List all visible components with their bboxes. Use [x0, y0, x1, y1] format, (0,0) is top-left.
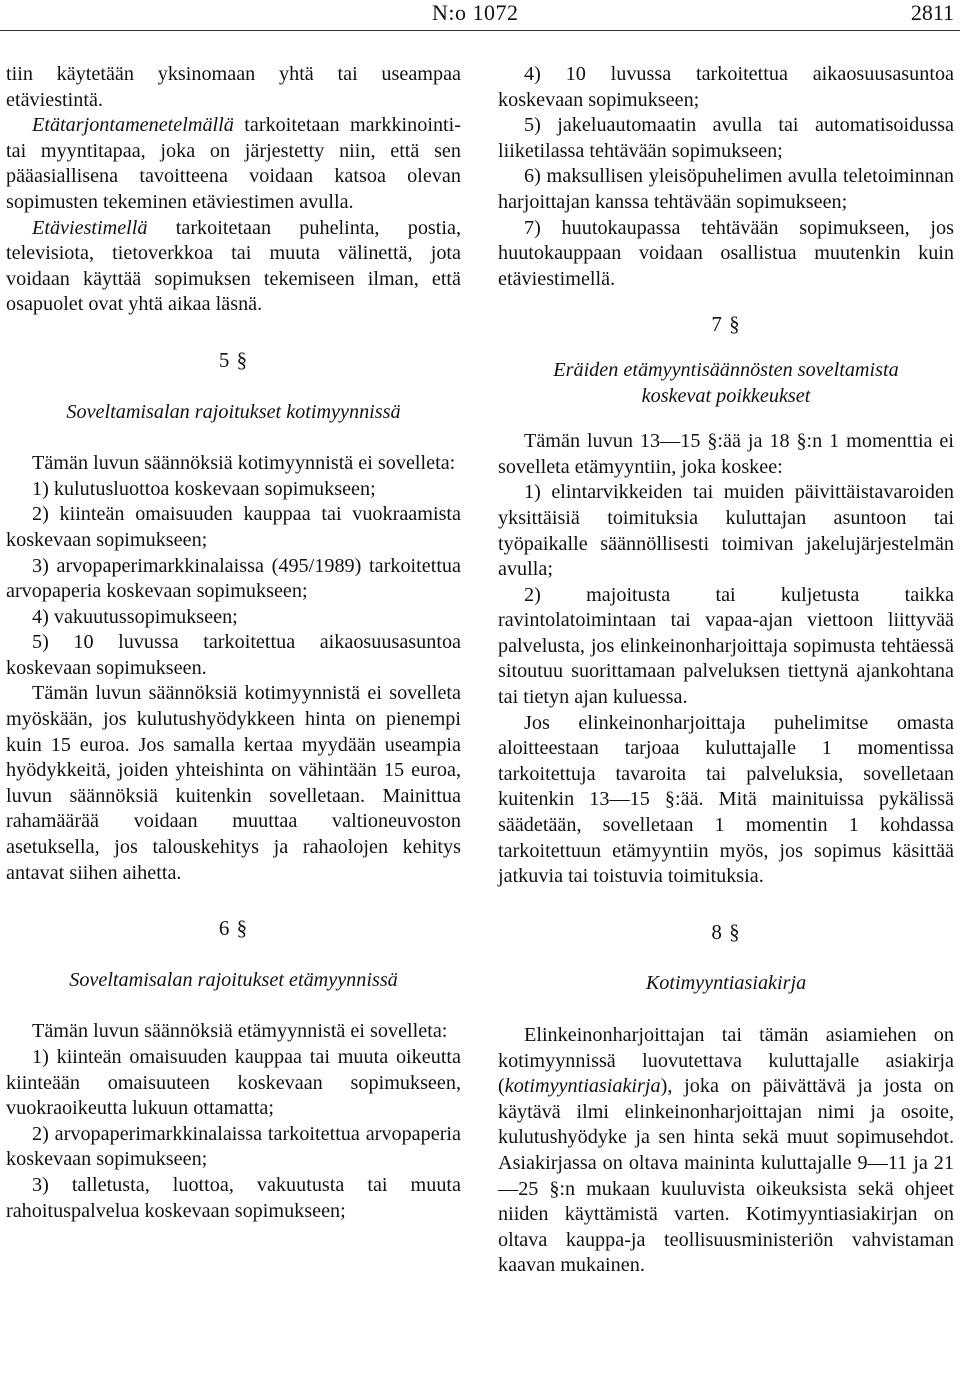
section-7-title-line-1: Eräiden etämyyntisäännösten soveltamista — [553, 358, 899, 381]
section-5-intro: Tämän luvun säännöksiä kotimyynnistä ei sovelleta: — [32, 452, 456, 475]
section-5-number: 5 § — [218, 347, 249, 372]
section-8-title: Kotimyyntiasiakirja — [645, 972, 807, 995]
definition-text: tarkoitetaan puhelinta, postia, televisiota, tietoverkkoa tai muuta välinettä, jota voidaan käyttää sopimuksen tekemiseen ilman, että osapuolet ovat yhtä aikaa läsnä. — [6, 216, 461, 316]
list-item: 5) 10 luvussa tarkoitettua aikaosuusasuntoa koskevaan sopimukseen. — [6, 631, 461, 679]
list-item: 5) jakeluautomaatin avulla tai automatisoidussa liiketilassa tehtävään sopimukseen; — [498, 114, 954, 162]
page-header — [0, 0, 960, 31]
paragraph-definition-etaviestin — [6, 216, 461, 318]
page-number: 2811 — [910, 0, 954, 25]
law-number: N:o 1072 — [432, 0, 519, 25]
section-6-number: 6 § — [218, 916, 249, 941]
list-item: 1) kiinteän omaisuuden kauppaa tai muuta oikeutta kiinteään omaisuuteen koskevaan sopimukseen, vuokraoikeutta lukuun ottamatta; — [6, 1046, 461, 1120]
section-6-title: Soveltamisalan rajoitukset etämyynnissä — [69, 968, 398, 991]
section-7-number: 7 § — [711, 312, 741, 337]
text-run: Elinkeinonharjoittajan tai tämän asiamiehen on kotimyynnissä luovutettava kuluttajalle asiakirja ( — [498, 1024, 954, 1098]
list-item: 2) majoitusta tai kuljetusta taikka ravintolatoimintaan tai vapaa-ajan viettoon liittyvää palvelusta, jos elinkeinonharjoittaja sopimusta tehtäessä sitoutuu suorittamaan palveluksen tiettynä ajankohtana tai tietyn ajan kuluessa. — [498, 583, 954, 709]
section-5-paragraph-2: Tämän luvun säännöksiä kotimyynnistä ei sovelleta myöskään, jos kulutushyödykkeen hinta on pienempi kuin 15 euroa. Jos samalla kertaa myydään useampia hyödykkeitä, joiden yhteishinta on vähintään 15 euroa, luvun säännöksiä kuitenkin sovelletaan. Mainittua rahamäärää voidaan muuttaa valtioneuvoston asetuksella, jos talouskehitys ja rahaolojen kehitys antavat siihen aihetta. — [6, 682, 461, 884]
right-column — [498, 62, 954, 1279]
section-8-paragraph-1 — [498, 1023, 954, 1279]
list-item: 6) maksullisen yleisöpuhelimen avulla teletoiminnan harjoittajan kanssa tehtävään sopimukseen; — [498, 165, 954, 213]
paragraph-continued: tiin käytetään yksinomaan yhtä tai useampaa etäviestintä. — [6, 63, 461, 111]
section-6-intro: Tämän luvun säännöksiä etämyynnistä ei sovelleta: — [32, 1020, 448, 1043]
list-item: 1) kulutusluottoa koskevaan sopimukseen; — [32, 477, 376, 500]
list-item: 3) arvopaperimarkkinalaissa (495/1989) tarkoitettua arvopaperia koskevaan sopimukseen; — [6, 554, 461, 603]
defined-term: Etätarjontamenetelmällä — [32, 114, 234, 137]
section-8-number: 8 § — [711, 919, 741, 944]
list-item: 2) arvopaperimarkkinalaissa tarkoitettua arvopaperia koskevaan sopimukseen; — [6, 1122, 461, 1171]
paragraph-definition-etatarjonta — [6, 113, 461, 215]
definition-text: tarkoitetaan markkinointi- tai myyntitapaa, joka on järjestetty niin, että sen pääasiallisena tavoitteena voidaan katsoa olevan sopimusten tekeminen etäviestimen avulla. — [6, 114, 461, 213]
section-7-paragraph-2: Jos elinkeinonharjoittaja puhelimitse omasta aloitteestaan tarjoaa kuluttajalle 1 momentissa tarkoitettuja tavaroita tai palveluksia, sovelletaan kuitenkin 13—15 §:ää. Mitä mainituissa pykälissä säädetään, sovelletaan 1 momentin 1 kohdassa tarkoitettuun etämyyntiin myös, jos sopimus käsittää jatkuvia tai toistuvia toimituksia. — [498, 711, 954, 888]
text-run: ), joka on päivättävä ja josta on käytävä ilmi elinkeinonharjoittajan nimi ja osoite, kulutushyödyke ja sen hinta sekä muut sopimusehdot. Asiakirjassa on oltava maininta kuluttajalle 9—11 ja 21—25 §:n mukaan kuuluvista oikeuksista sekä ohjeet niiden käyttämistä varten. Kotimyyntiasiakirjan on oltava kauppa-ja teollisuusministeriön vahvistaman kaavan mukainen. — [498, 1075, 954, 1277]
left-column — [6, 62, 461, 1224]
list-item: 3) talletusta, luottoa, vakuutusta tai muuta rahoituspalvelua koskevaan sopimukseen; — [6, 1173, 461, 1222]
list-item: 2) kiinteän omaisuuden kauppaa tai vuokraamista koskevaan sopimukseen; — [6, 503, 461, 551]
list-item: 1) elintarvikkeiden tai muiden päivittäistavaroiden yksittäisiä toimituksia kuluttajan asuntoon tai työpaikalle säännöllisesti toimivan jakelujärjestelmän avulla; — [498, 481, 954, 581]
defined-term: Etäviestimellä — [32, 216, 148, 239]
list-item: 4) 10 luvussa tarkoitettua aikaosuusasuntoa koskevaan sopimukseen; — [498, 63, 954, 111]
list-item: 4) vakuutussopimukseen; — [32, 605, 238, 628]
section-5-title: Soveltamisalan rajoitukset kotimyynnissä — [66, 400, 401, 423]
defined-term: kotimyyntiasiakirja — [504, 1075, 661, 1098]
section-7-title-line-2: koskevat poikkeukset — [641, 384, 811, 407]
list-item: 7) huutokaupassa tehtävään sopimukseen, jos huutokauppaan voidaan osallistua muutenkin kuin etäviestimellä. — [498, 216, 954, 290]
section-7-intro: Tämän luvun 13—15 §:ää ja 18 §:n 1 momenttia ei sovelleta etämyyntiin, joka koskee: — [498, 430, 954, 478]
